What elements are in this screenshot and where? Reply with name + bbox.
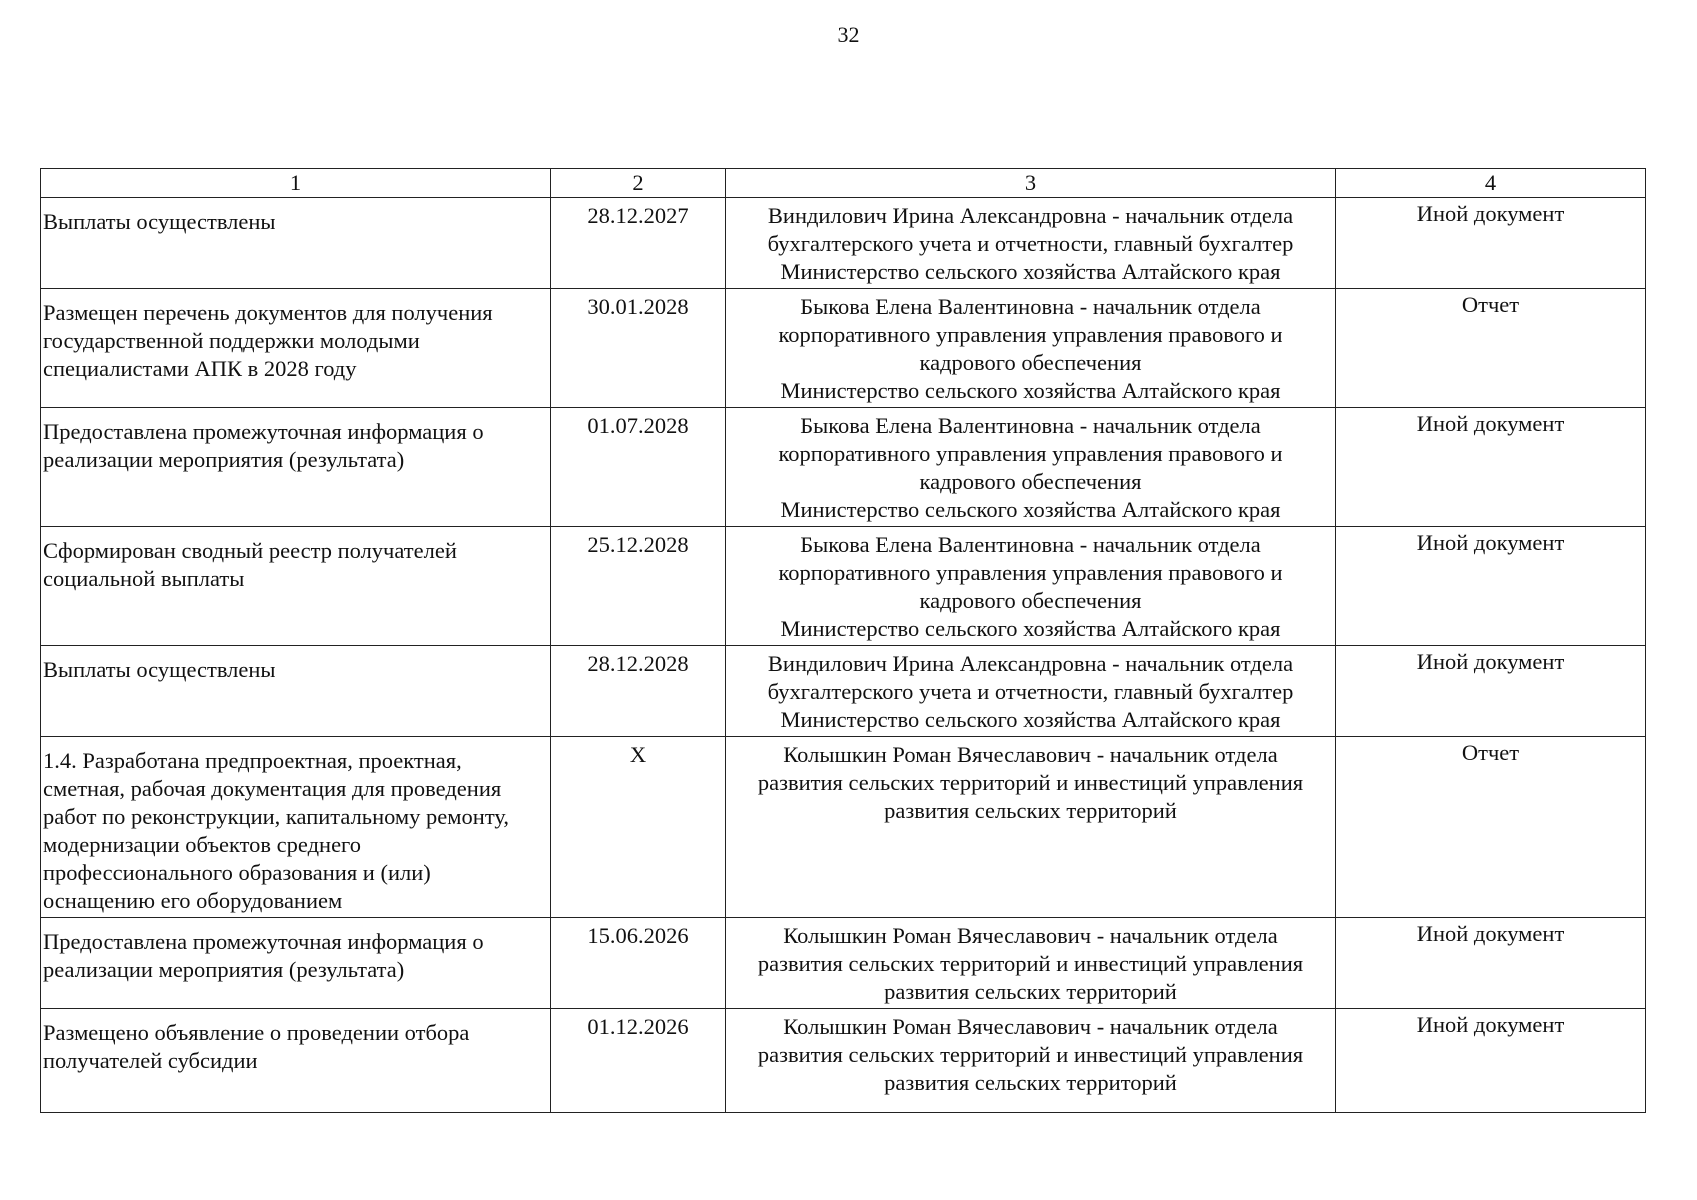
event-cell: Предоставлена промежуточная информация о реализации мероприятия (результата) — [41, 408, 551, 527]
doc-type-cell: Иной документ — [1336, 198, 1646, 289]
responsible-line: Министерство сельского хозяйства Алтайского края — [780, 616, 1281, 641]
doc-type-cell: Иной документ — [1336, 918, 1646, 1009]
doc-type-cell: Иной документ — [1336, 527, 1646, 646]
table-row — [41, 289, 1646, 408]
event-cell: Выплаты осуществлены — [41, 198, 551, 289]
responsible-line: Быкова Елена Валентиновна - начальник отдела — [800, 294, 1261, 319]
responsible-line: корпоративного управления управления правового и — [778, 560, 1283, 585]
date-cell: 30.01.2028 — [551, 289, 726, 408]
table-header-row — [41, 169, 1646, 198]
column-header-1: 1 — [41, 169, 551, 198]
event-cell: Размещен перечень документов для получения государственной поддержки молодыми специалистами АПК в 2028 году — [41, 289, 551, 408]
doc-type-cell: Иной документ — [1336, 408, 1646, 527]
responsible-cell — [726, 737, 1336, 918]
responsible-line: развития сельских территорий — [884, 1070, 1177, 1095]
table-row — [41, 918, 1646, 1009]
event-cell: Размещено объявление о проведении отбора получателей субсидии — [41, 1009, 551, 1113]
doc-type-cell: Иной документ — [1336, 1009, 1646, 1113]
responsible-line: Колышкин Роман Вячеславович - начальник отдела — [783, 923, 1278, 948]
event-cell: Сформирован сводный реестр получателей социальной выплаты — [41, 527, 551, 646]
doc-type-cell: Отчет — [1336, 737, 1646, 918]
responsible-line: Министерство сельского хозяйства Алтайского края — [780, 707, 1281, 732]
event-cell: 1.4. Разработана предпроектная, проектная, сметная, рабочая документация для проведения работ по реконструкции, капитальному ремонту, модернизации объектов среднего профессионального образования и (или) оснащению его оборудованием — [41, 737, 551, 918]
page-number: 32 — [837, 22, 860, 47]
responsible-cell — [726, 408, 1336, 527]
event-cell: Выплаты осуществлены — [41, 646, 551, 737]
responsible-cell — [726, 289, 1336, 408]
column-header-4: 4 — [1336, 169, 1646, 198]
responsible-cell — [726, 918, 1336, 1009]
responsible-line: бухгалтерского учета и отчетности, главный бухгалтер — [767, 679, 1294, 704]
column-header-3: 3 — [726, 169, 1336, 198]
responsible-line: корпоративного управления управления правового и — [778, 322, 1283, 347]
responsible-line: кадрового обеспечения — [919, 350, 1142, 375]
date-cell: 01.12.2026 — [551, 1009, 726, 1113]
responsible-line: кадрового обеспечения — [919, 469, 1142, 494]
date-cell: 25.12.2028 — [551, 527, 726, 646]
table-row — [41, 1009, 1646, 1113]
table-row — [41, 198, 1646, 289]
responsible-cell — [726, 198, 1336, 289]
responsible-line: развития сельских территорий и инвестиций управления — [757, 770, 1304, 795]
responsible-line: Виндилович Ирина Александровна - начальник отдела — [767, 203, 1294, 228]
event-cell: Предоставлена промежуточная информация о реализации мероприятия (результата) — [41, 918, 551, 1009]
responsible-line: Колышкин Роман Вячеславович - начальник отдела — [783, 742, 1278, 767]
responsible-line: Виндилович Ирина Александровна - начальник отдела — [767, 651, 1294, 676]
table-row — [41, 646, 1646, 737]
doc-type-cell: Иной документ — [1336, 646, 1646, 737]
responsible-line: Министерство сельского хозяйства Алтайского края — [780, 497, 1281, 522]
date-cell: 28.12.2028 — [551, 646, 726, 737]
plan-table — [40, 168, 1646, 1113]
responsible-line: развития сельских территорий — [884, 979, 1177, 1004]
column-header-2: 2 — [551, 169, 726, 198]
responsible-cell — [726, 1009, 1336, 1113]
date-cell: 28.12.2027 — [551, 198, 726, 289]
date-cell: 15.06.2026 — [551, 918, 726, 1009]
table-row — [41, 408, 1646, 527]
table-row — [41, 527, 1646, 646]
responsible-line: Колышкин Роман Вячеславович - начальник отдела — [783, 1014, 1278, 1039]
responsible-cell — [726, 646, 1336, 737]
responsible-line: кадрового обеспечения — [919, 588, 1142, 613]
responsible-line: развития сельских территорий и инвестиций управления — [757, 951, 1304, 976]
responsible-line: бухгалтерского учета и отчетности, главный бухгалтер — [767, 231, 1294, 256]
responsible-line: Министерство сельского хозяйства Алтайского края — [780, 259, 1281, 284]
responsible-line: Министерство сельского хозяйства Алтайского края — [780, 378, 1281, 403]
responsible-line: Быкова Елена Валентиновна - начальник отдела — [800, 413, 1261, 438]
responsible-line: развития сельских территорий — [884, 798, 1177, 823]
date-cell: X — [551, 737, 726, 918]
date-cell: 01.07.2028 — [551, 408, 726, 527]
table-row — [41, 737, 1646, 918]
responsible-line: Быкова Елена Валентиновна - начальник отдела — [800, 532, 1261, 557]
responsible-line: корпоративного управления управления правового и — [778, 441, 1283, 466]
responsible-cell — [726, 527, 1336, 646]
doc-type-cell: Отчет — [1336, 289, 1646, 408]
responsible-line: развития сельских территорий и инвестиций управления — [757, 1042, 1304, 1067]
